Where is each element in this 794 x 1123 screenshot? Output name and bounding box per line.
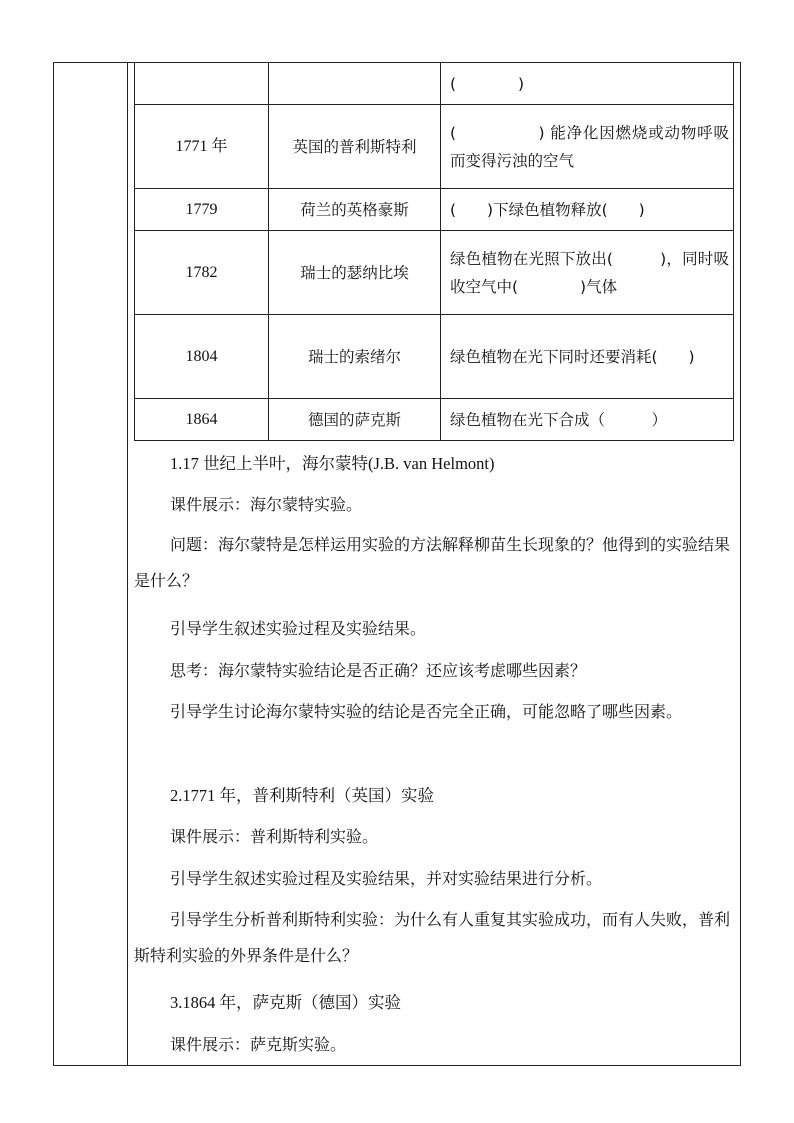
finding-cell: 绿色植物在光下同时还要消耗( ): [441, 315, 734, 399]
finding-cell: 绿色植物在光照下放出( )，同时吸收空气中( )气体: [441, 231, 734, 315]
thinking-paragraph: 思考：海尔蒙特实验结论是否正确？还应该考虑哪些因素？: [170, 661, 587, 680]
left-column-divider: [127, 62, 128, 1066]
year-cell: 1771 年: [135, 105, 269, 189]
scientist-cell: 瑞士的瑟纳比埃: [269, 231, 441, 315]
scientist-cell: 德国的萨克斯: [269, 399, 441, 441]
finding-cell: ( ): [441, 63, 734, 105]
question-paragraph: 问题：海尔蒙特是怎样运用实验的方法解释柳苗生长现象的？他得到的实验结果是什么？: [134, 535, 731, 590]
table-row: [135, 63, 734, 105]
body-paragraph: 引导学生讨论海尔蒙特实验的结论是否完全正确，可能忽略了哪些因素。: [170, 702, 683, 721]
table-row: [135, 399, 734, 441]
table-row: [135, 231, 734, 315]
body-paragraph: 课件展示：萨克斯实验。: [170, 1035, 347, 1054]
scientist-cell: [269, 63, 441, 105]
finding-cell: ( ) 能净化因燃烧或动物呼吸而变得污浊的空气: [441, 105, 734, 189]
section-heading-priestley: 2.1771 年，普利斯特利（英国）实验: [170, 786, 434, 805]
scientist-cell: 瑞士的索绪尔: [269, 315, 441, 399]
body-paragraph: 课件展示：海尔蒙特实验。: [170, 495, 363, 514]
year-cell: 1864: [135, 399, 269, 441]
history-table: [134, 62, 734, 441]
year-cell: 1779: [135, 189, 269, 231]
year-cell: [135, 63, 269, 105]
year-cell: 1782: [135, 231, 269, 315]
finding-cell: 绿色植物在光下合成（ ）: [441, 399, 734, 441]
table-row: [135, 189, 734, 231]
body-paragraph: 课件展示：普利斯特利实验。: [170, 827, 379, 846]
body-paragraph: 引导学生叙述实验过程及实验结果。: [170, 619, 427, 638]
finding-cell: ( )下绿色植物释放( ): [441, 189, 734, 231]
year-cell: 1804: [135, 315, 269, 399]
scientist-cell: 英国的普利斯特利: [269, 105, 441, 189]
table-row: [135, 315, 734, 399]
body-paragraph: 引导学生叙述实验过程及实验结果，并对实验结果进行分析。: [170, 869, 603, 888]
body-paragraph: 引导学生分析普利斯特利实验：为什么有人重复其实验成功，而有人失败，普利斯特利实验的外界条件是什么？: [134, 910, 731, 965]
scientist-cell: 荷兰的英格豪斯: [269, 189, 441, 231]
section-heading-helmont: 1.17 世纪上半叶，海尔蒙特(J.B. van Helmont): [170, 454, 495, 473]
section-heading-sachs: 3.1864 年，萨克斯（德国）实验: [170, 993, 401, 1012]
table-row: [135, 105, 734, 189]
